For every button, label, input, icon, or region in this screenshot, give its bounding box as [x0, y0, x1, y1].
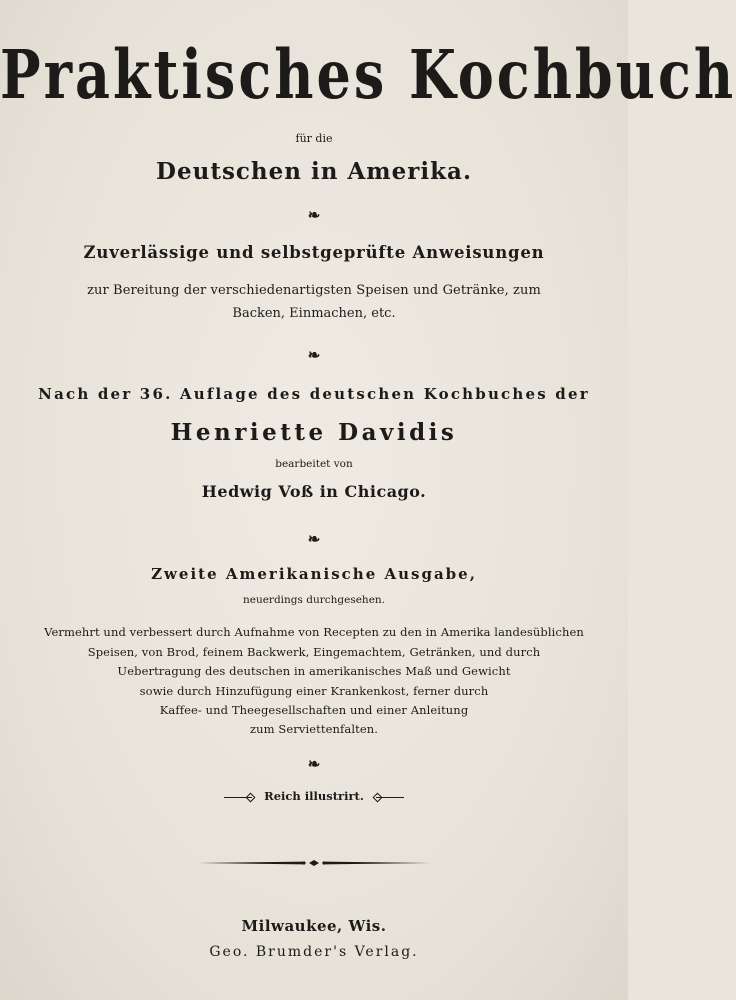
edited-by-text: bearbeitet von	[275, 458, 353, 470]
preparation-line-2: Backen, Einmachen, etc.	[232, 306, 396, 321]
description-line: Speisen, von Brod, feinem Backwerk, Eingemachtem, Getränken, und durch	[87, 645, 541, 659]
description-line: zum Serviettenfalten.	[249, 722, 379, 736]
right-flourish-icon	[376, 797, 404, 798]
decorative-rule-divider	[198, 860, 430, 866]
description-line: Uebertragung des deutschen in amerikanisches Maß und Gewicht	[117, 664, 511, 678]
fleuron-ornament-icon: ❧	[307, 530, 321, 548]
edition-source-line: Nach der 36. Auflage des deutschen Kochbuches der	[38, 385, 590, 403]
left-flourish-icon	[224, 797, 252, 798]
description-line: sowie durch Hinzufügung einer Krankenkost, ferner durch	[139, 684, 489, 698]
illustrated-text: Reich illustrirt.	[264, 789, 364, 803]
publication-place: Milwaukee, Wis.	[241, 917, 387, 935]
publisher-name: Geo. Brumder's Verlag.	[209, 944, 419, 960]
book-subtitle: Deutschen in Amerika.	[156, 158, 472, 185]
edition-title: Zweite Amerikanische Ausgabe,	[151, 565, 477, 583]
revised-text: neuerdings durchgesehen.	[242, 594, 386, 606]
book-title: Praktisches Kochbuch	[0, 34, 736, 114]
fleuron-ornament-icon: ❧	[307, 346, 321, 364]
reliable-instructions-heading: Zuverlässige und selbstgeprüfte Anweisungen	[83, 243, 545, 262]
fleuron-ornament-icon: ❧	[307, 755, 321, 773]
fleuron-ornament-icon: ❧	[307, 206, 321, 224]
description-line: Kaffee- und Theegesellschaften und einer Anleitung	[159, 703, 469, 717]
editor-name: Hedwig Voß in Chicago.	[201, 482, 427, 501]
for-the-text: für die	[295, 132, 333, 145]
author-name: Henriette Davidis	[170, 419, 458, 446]
preparation-line-1: zur Bereitung der verschiedenartigsten Speisen und Getränke, zum	[87, 283, 541, 298]
illustrated-note	[0, 789, 628, 803]
description-line: Vermehrt und verbessert durch Aufnahme von Recepten zu den in Amerika landesüblichen	[44, 625, 584, 639]
